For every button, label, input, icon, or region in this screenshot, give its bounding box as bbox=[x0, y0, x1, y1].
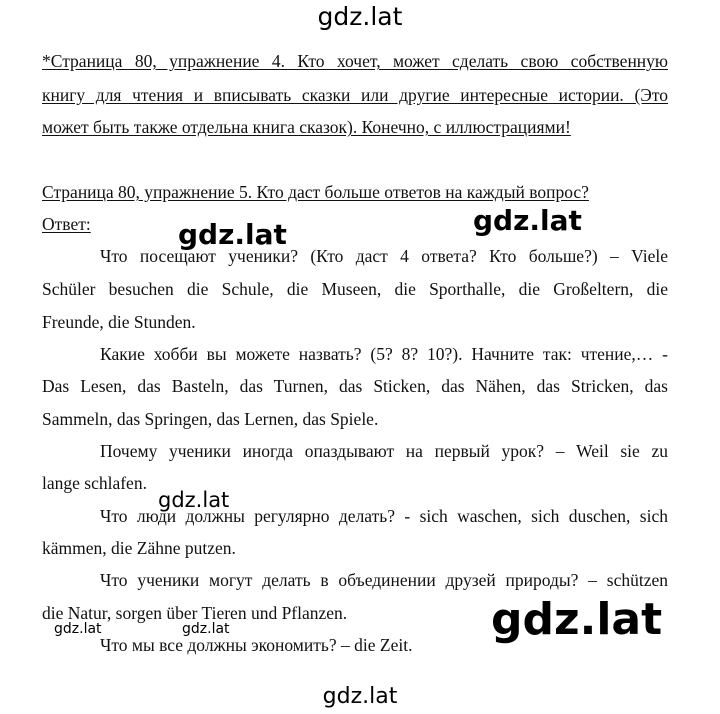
answer-line: Что посещают ученики? (Кто даст 4 ответа? Кто больше?) – Viele bbox=[100, 246, 668, 266]
watermark-bottom: gdz.lat bbox=[322, 684, 398, 709]
answer-line: die Natur, sorgen über Tieren und Pflanzen. bbox=[42, 603, 348, 623]
watermark-top: gdz.lat bbox=[317, 2, 403, 31]
answer-line: Schüler besuchen die Schule, die Museen, die Sporthalle, die Großeltern, die bbox=[42, 279, 668, 299]
watermark: gdz.lat bbox=[54, 621, 102, 637]
answer-line: Das Lesen, das Basteln, das Turnen, das Sticken, das Nähen, das Stricken, das bbox=[42, 376, 668, 396]
answer-line: Что мы все должны экономить? – die Zeit. bbox=[100, 635, 413, 655]
answer-line: Что ученики могут делать в объединении друзей природы? – schützen bbox=[100, 570, 668, 590]
watermark: gdz.lat bbox=[158, 488, 230, 512]
answer-line: lange schlafen. bbox=[42, 473, 147, 493]
note-line-3: может быть также отдельна книга сказок). Конечно, с иллюстрациями! bbox=[42, 117, 571, 137]
note-line-2: книгу для чтения и вписывать сказки или другие интересные истории. (Это bbox=[42, 85, 668, 105]
answer-line: Freunde, die Stunden. bbox=[42, 312, 196, 332]
answer-line: Почему ученики иногда опаздывают на первый урок? – Weil sie zu bbox=[100, 441, 668, 461]
watermark: gdz.lat bbox=[178, 218, 287, 251]
answer-line: Что люди должны регулярно делать? - sich waschen, sich duschen, sich bbox=[100, 506, 668, 526]
answer-label: Ответ: bbox=[42, 214, 91, 234]
exercise-heading: Страница 80, упражнение 5. Кто даст больше ответов на каждый вопрос? bbox=[42, 182, 589, 202]
answer-line: Какие хобби вы можете назвать? (5? 8? 10?). Начните так: чтение,… - bbox=[100, 344, 668, 364]
note-line-1: *Страница 80, упражнение 4. Кто хочет, может сделать свою собственную bbox=[42, 51, 668, 71]
answer-line: kämmen, die Zähne putzen. bbox=[42, 538, 236, 558]
watermark: gdz.lat bbox=[491, 594, 663, 645]
watermark: gdz.lat bbox=[473, 204, 582, 237]
watermark: gdz.lat bbox=[182, 621, 230, 637]
answer-line: Sammeln, das Springen, das Lernen, das Spiele. bbox=[42, 409, 379, 429]
